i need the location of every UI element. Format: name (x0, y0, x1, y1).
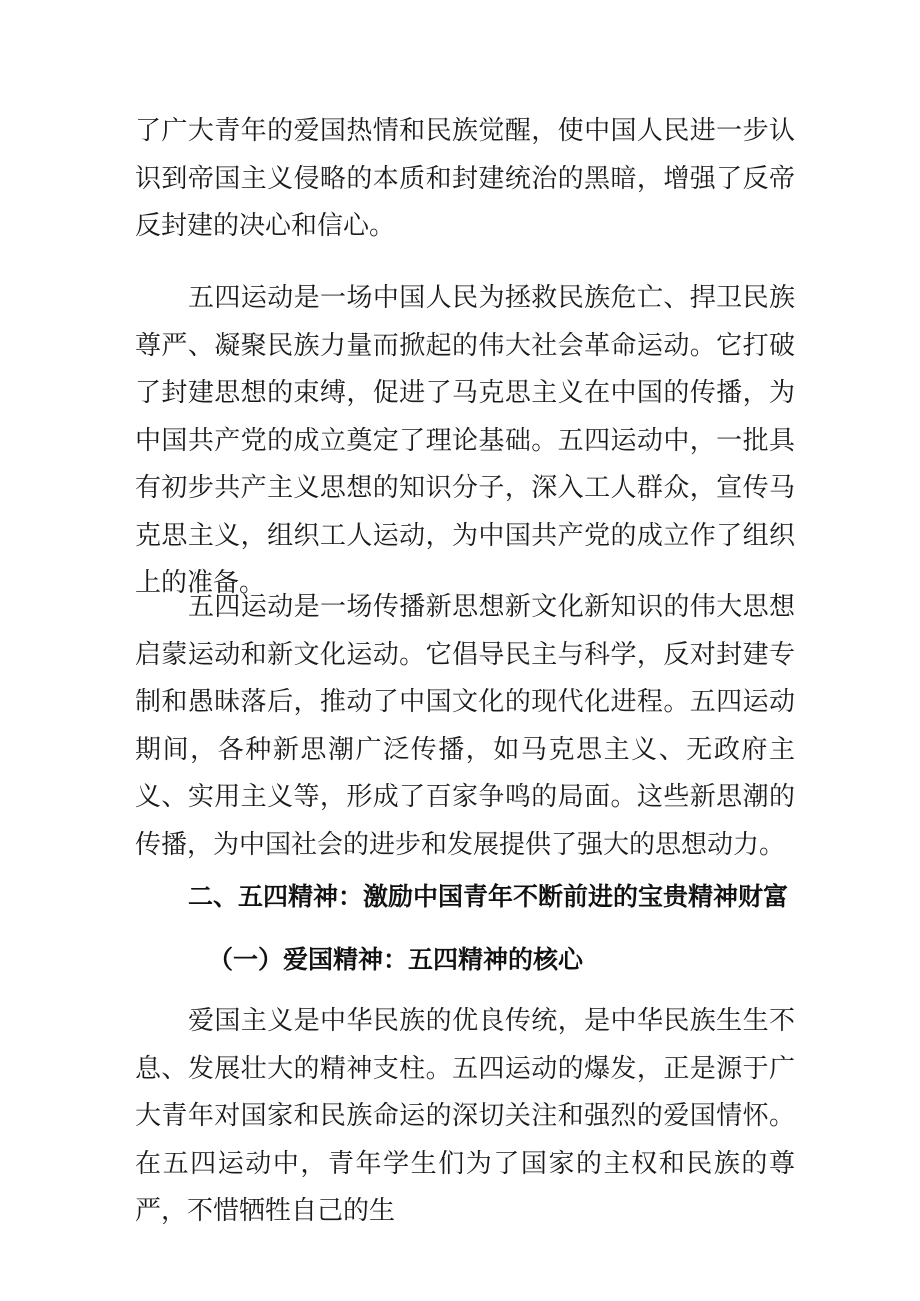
paragraph-enlightenment-movement: 五四运动是一场传播新思想新文化新知识的伟大思想启蒙运动和新文化运动。它倡导民主与科学，反对封建专制和愚昧落后，推动了中国文化的现代化进程。五四运动期间，各种新思潮广泛传播，如马克思主义、无政府主义、实用主义等，形成了百家争鸣的局面。这些新思潮的传播，为中国社会的进步和发展提供了强大的思想动力。 (135, 592, 795, 860)
section-heading: 二、五四精神：激励中国青年不断前进的宝贵精神财富 (188, 882, 789, 911)
paragraph-revolution-movement: 五四运动是一场中国人民为拯救民族危亡、捍卫民族尊严、凝聚民族力量而掀起的伟大社会革命运动。它打破了封建思想的束缚，促进了马克思主义在中国的传播，为中国共产党的成立奠定了理论基础。五四运动中，一批具有初步共产主义思想的知识分子，深入工人群众，宣传马克思主义，组织工人运动，为中国共产党的成立作了组织上的准备。 (135, 283, 795, 598)
paragraph-patriotism: 爱国主义是中华民族的优良传统，是中华民族生生不息、发展壮大的精神支柱。五四运动的爆发，正是源于广大青年对国家和民族命运的深切关注和强烈的爱国情怀。在五四运动中，青年学生们为了国家的主权和民族的尊严，不惜牺牲自己的生 (135, 1006, 795, 1226)
subsection-heading: （一）爱国精神：五四精神的核心 (208, 945, 584, 974)
paragraph-continuation: 了广大青年的爱国热情和民族觉醒，使中国人民进一步认识到帝国主义侵略的本质和封建统治的黑暗，增强了反帝反封建的决心和信心。 (135, 116, 795, 241)
